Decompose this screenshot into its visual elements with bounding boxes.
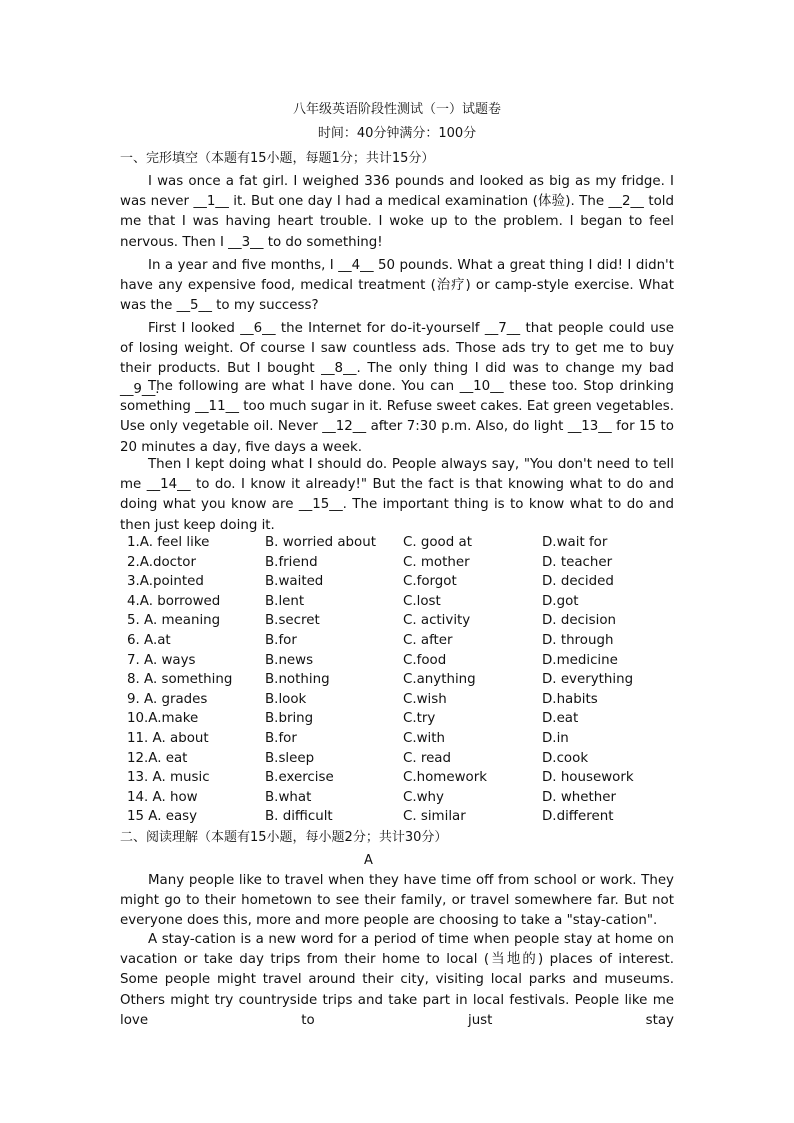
option-c: C.why xyxy=(403,789,444,805)
option-row xyxy=(127,611,687,631)
option-c: C.try xyxy=(403,711,436,727)
option-b: B.what xyxy=(265,789,312,805)
option-row xyxy=(127,690,687,710)
option-d: D.in xyxy=(542,730,569,746)
option-d: D.wait for xyxy=(542,535,608,550)
option-row xyxy=(127,592,687,612)
option-a: 12.A. eat xyxy=(127,750,188,766)
option-a: 13. A. music xyxy=(127,770,210,786)
option-c: C.homework xyxy=(403,770,487,786)
section-2-heading: 二、阅读理解（本题有15小题，每小题2分；共计30分） xyxy=(120,830,448,845)
option-row xyxy=(127,533,687,553)
cloze-paragraph-5: Then I kept doing what I should do. People always say, "You don't need to tell me __14__ to do. I know it already!" But the fact is that knowing what to do and doing what you know are __15__. The important thing is to know what to do and then just keep doing it. xyxy=(120,457,674,533)
option-a: 7. A. ways xyxy=(127,652,196,668)
cloze-paragraph-4: The following are what I have done. You can __10__ these too. Stop drinking something __11__ too much sugar in it. Refuse sweet cakes. Eat green vegetables. Use only vegetable oil. Never __12__ after 7:30 p.m. Also, do light __13__ for 15 to 20 minutes a day, five days a week. xyxy=(120,379,674,455)
option-b: B. difficult xyxy=(265,809,333,825)
option-row xyxy=(127,768,687,788)
option-b: B.waited xyxy=(265,574,324,590)
option-b: B. worried about xyxy=(265,535,376,550)
option-b: B.news xyxy=(265,652,314,668)
option-c: C. activity xyxy=(403,613,471,629)
option-b: B.secret xyxy=(265,613,320,629)
option-a: 14. A. how xyxy=(127,789,198,805)
option-row xyxy=(127,631,687,651)
option-d: D.cook xyxy=(542,750,589,766)
option-b: B.for xyxy=(265,632,297,648)
option-a: 8. A. something xyxy=(127,672,233,688)
option-c: C. read xyxy=(403,750,452,766)
option-d: D. teacher xyxy=(542,554,613,570)
section-1-heading: 一、完形填空（本题有15小题，每题1分；共计15分） xyxy=(120,151,435,166)
option-c: C.with xyxy=(403,730,446,746)
option-b: B.sleep xyxy=(265,750,315,766)
option-d: D.medicine xyxy=(542,652,618,668)
time-info: 时间：40分钟满分：100分 xyxy=(317,126,477,141)
option-b: B.for xyxy=(265,730,297,746)
option-c: C.food xyxy=(403,652,447,668)
option-c: C. mother xyxy=(403,554,470,570)
option-row xyxy=(127,709,687,729)
option-b: B.look xyxy=(265,691,307,707)
option-row xyxy=(127,670,687,690)
cloze-paragraph-2: In a year and five months, I __4__ 50 pounds. What a great thing I did! I didn't have any expensive food, medical treatment (治疗) or camp-style exercise. What was the __5__ to my success? xyxy=(120,258,674,314)
option-a: 1.A. feel like xyxy=(127,535,210,550)
option-c: C.lost xyxy=(403,593,441,609)
option-d: D.habits xyxy=(542,691,598,707)
option-row xyxy=(127,572,687,592)
option-b: B.bring xyxy=(265,711,314,727)
option-b: B.exercise xyxy=(265,770,334,786)
option-a: 2.A.doctor xyxy=(127,554,196,570)
option-c: C.wish xyxy=(403,691,447,707)
option-d: D. decided xyxy=(542,574,614,590)
passage-label: A xyxy=(364,853,373,868)
option-a: 5. A. meaning xyxy=(127,613,221,629)
option-d: D. decision xyxy=(542,613,617,629)
option-a: 4.A. borrowed xyxy=(127,593,221,609)
option-b: B.friend xyxy=(265,554,318,570)
option-row xyxy=(127,788,687,808)
reading-paragraph-1: Many people like to travel when they have time off from school or work. They might go to their hometown to see their family, or travel somewhere far. But not everyone does this, more and more people are choosing to take a "stay-cation". xyxy=(120,873,674,929)
reading-paragraph-2: A stay-cation is a new word for a period of time when people stay at home on vacation or take day trips from their home to local (当地的) places of interest. Some people might travel around their city, visiting local parks and museums. Others might try countryside trips and take part in local festivals. People like me love to just stay xyxy=(120,932,674,1028)
option-b: B.nothing xyxy=(265,672,330,688)
option-row xyxy=(127,553,687,573)
option-b: B.lent xyxy=(265,593,305,609)
option-a: 15 A. easy xyxy=(127,809,198,825)
option-row xyxy=(127,807,687,827)
option-a: 6. A.at xyxy=(127,632,171,648)
option-d: D.different xyxy=(542,809,614,825)
option-d: D.got xyxy=(542,593,579,609)
option-c: C. after xyxy=(403,632,453,648)
option-d: D. housework xyxy=(542,770,634,786)
option-c: C.forgot xyxy=(403,574,457,590)
option-row xyxy=(127,729,687,749)
option-d: D. through xyxy=(542,632,614,648)
option-c: C. good at xyxy=(403,535,472,550)
option-a: 3.A.pointed xyxy=(127,574,204,590)
option-a: 11. A. about xyxy=(127,730,209,746)
cloze-paragraph-1: I was once a fat girl. I weighed 336 pounds and looked as big as my fridge. I was never __1__ it. But one day I had a medical examination (体验). The __2__ told me that I was having heart trouble. I woke up to the problem. I began to feel nervous. Then I __3__ to do something! xyxy=(120,174,674,250)
option-row xyxy=(127,651,687,671)
cloze-paragraph-3: First I looked __6__ the Internet for do-it-yourself __7__ that people could use of losing weight. Of course I saw countless ads. Those ads try to get me to buy their products. But I bought __8__. The only thing I did was to change my bad __9__. xyxy=(120,321,674,397)
option-c: C. similar xyxy=(403,809,466,825)
option-a: 10.A.make xyxy=(127,711,199,727)
option-d: D. whether xyxy=(542,789,616,805)
options-table xyxy=(127,533,687,827)
page-title: 八年级英语阶段性测试（一）试题卷 xyxy=(292,102,501,117)
option-a: 9. A. grades xyxy=(127,691,208,707)
option-c: C.anything xyxy=(403,672,476,688)
option-d: D.eat xyxy=(542,711,579,727)
option-d: D. everything xyxy=(542,672,634,688)
option-row xyxy=(127,749,687,769)
